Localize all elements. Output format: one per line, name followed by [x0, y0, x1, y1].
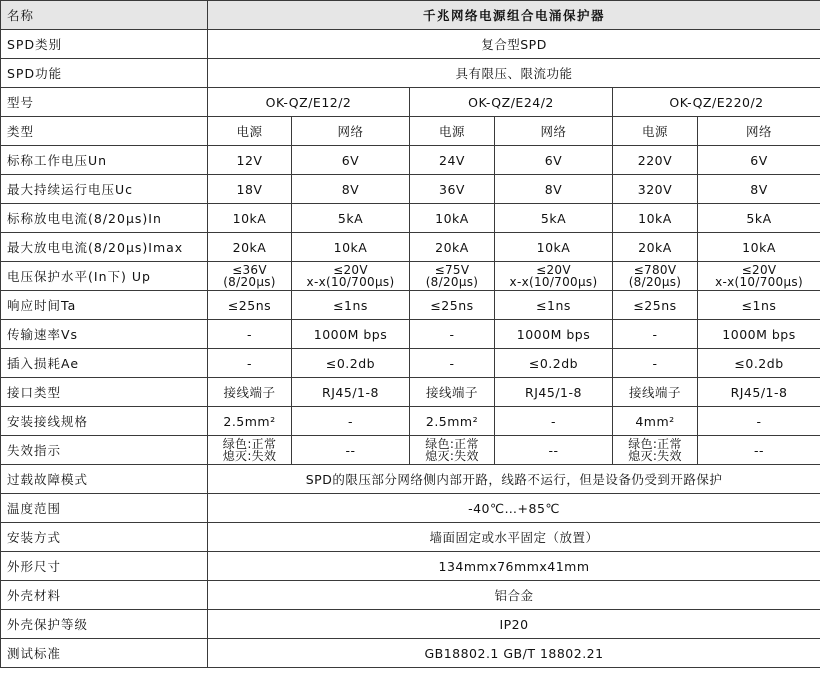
- spd-function-row: [1, 59, 820, 88]
- table-cell: 网络: [495, 117, 613, 146]
- header-row: [1, 1, 820, 30]
- table-cell: 5kA: [292, 204, 410, 233]
- table-cell: 6V: [698, 146, 820, 175]
- table-cell: -: [613, 320, 698, 349]
- table-cell: --: [698, 436, 820, 465]
- table-cell: 8V: [698, 175, 820, 204]
- table-cell: [410, 262, 495, 291]
- table-cell: [208, 436, 292, 465]
- table-cell: -: [698, 407, 820, 436]
- table-cell: 24V: [410, 146, 495, 175]
- table-cell: 接线端子: [613, 378, 698, 407]
- table-cell: RJ45/1-8: [292, 378, 410, 407]
- table-cell: --: [292, 436, 410, 465]
- table-cell: RJ45/1-8: [495, 378, 613, 407]
- row-label: 最大持续运行电压Uc: [1, 175, 208, 204]
- table-cell: 10kA: [410, 204, 495, 233]
- model-value: OK-QZ/E12/2: [208, 88, 410, 117]
- table-cell: ≤0.2db: [698, 349, 820, 378]
- row-label: 外形尺寸: [1, 552, 208, 581]
- row-value: 134mmx76mmx41mm: [208, 552, 820, 581]
- table-cell: ≤0.2db: [495, 349, 613, 378]
- table-cell: 1000M bps: [698, 320, 820, 349]
- cell-line: 绿色:正常: [425, 436, 479, 451]
- table-cell: 18V: [208, 175, 292, 204]
- table-row: [1, 378, 820, 407]
- table-row: [1, 175, 820, 204]
- table-cell: [495, 262, 613, 291]
- table-row: [1, 291, 820, 320]
- cell-line: x-x(10/700μs): [306, 275, 395, 289]
- table-cell: ≤25ns: [410, 291, 495, 320]
- model-value: OK-QZ/E220/2: [613, 88, 820, 117]
- cell-line: (8/20μs): [628, 275, 682, 289]
- table-cell: 10kA: [495, 233, 613, 262]
- row-label: 响应时间Ta: [1, 291, 208, 320]
- row-label: 安装方式: [1, 523, 208, 552]
- table-cell: RJ45/1-8: [698, 378, 820, 407]
- table-cell: 20kA: [208, 233, 292, 262]
- cell-line: 绿色:正常: [222, 436, 277, 451]
- table-cell: -: [208, 349, 292, 378]
- table-cell: -: [410, 320, 495, 349]
- table-cell: [698, 262, 820, 291]
- table-row: [1, 407, 820, 436]
- table-cell: 电源: [613, 117, 698, 146]
- table-cell: ≤1ns: [292, 291, 410, 320]
- table-cell: 电源: [208, 117, 292, 146]
- row-label: 传输速率Vs: [1, 320, 208, 349]
- table-cell: 36V: [410, 175, 495, 204]
- table-row: [1, 639, 820, 668]
- cell-line: 熄灭:失效: [222, 449, 277, 463]
- table-cell: [410, 436, 495, 465]
- table-row: [1, 523, 820, 552]
- cell-line: ≤20V: [333, 262, 368, 277]
- cell-line: ≤20V: [536, 262, 571, 277]
- cell-line: x-x(10/700μs): [509, 275, 598, 289]
- row-value: -40℃…+85℃: [208, 494, 820, 523]
- table-cell: 电源: [410, 117, 495, 146]
- row-value: IP20: [208, 610, 820, 639]
- row-label: 过载故障模式: [1, 465, 208, 494]
- table-cell: [208, 262, 292, 291]
- table-row: [1, 494, 820, 523]
- table-cell: ≤25ns: [613, 291, 698, 320]
- table-cell: 20kA: [410, 233, 495, 262]
- table-cell: 网络: [698, 117, 820, 146]
- table-cell: 5kA: [495, 204, 613, 233]
- row-label: 安装接线规格: [1, 407, 208, 436]
- table-cell: 8V: [292, 175, 410, 204]
- row-label: 类型: [1, 117, 208, 146]
- table-row: [1, 262, 820, 291]
- table-row: [1, 436, 820, 465]
- table-cell: 20kA: [613, 233, 698, 262]
- table-cell: 网络: [292, 117, 410, 146]
- table-row: [1, 146, 820, 175]
- table-cell: ≤1ns: [495, 291, 613, 320]
- cell-line: ≤780V: [633, 262, 677, 277]
- cell-line: 熄灭:失效: [425, 449, 479, 463]
- table-cell: 8V: [495, 175, 613, 204]
- table-cell: 320V: [613, 175, 698, 204]
- table-title: 千兆网络电源组合电涌保护器: [208, 1, 820, 30]
- model-row: [1, 88, 820, 117]
- table-row: [1, 117, 820, 146]
- table-cell: -: [495, 407, 613, 436]
- table-cell: 10kA: [208, 204, 292, 233]
- table-row: [1, 610, 820, 639]
- table-cell: ≤25ns: [208, 291, 292, 320]
- model-label: 型号: [1, 88, 208, 117]
- table-row: [1, 465, 820, 494]
- row-label: 外壳保护等级: [1, 610, 208, 639]
- table-cell: 1000M bps: [292, 320, 410, 349]
- table-cell: 6V: [495, 146, 613, 175]
- row-value: 铝合金: [208, 581, 820, 610]
- table-cell: 接线端子: [410, 378, 495, 407]
- model-value: OK-QZ/E24/2: [410, 88, 613, 117]
- table-row: [1, 320, 820, 349]
- row-label: 接口类型: [1, 378, 208, 407]
- table-row: [1, 233, 820, 262]
- table-cell: 接线端子: [208, 378, 292, 407]
- row-label: 插入损耗Ae: [1, 349, 208, 378]
- table-cell: 10kA: [292, 233, 410, 262]
- table-row: [1, 581, 820, 610]
- table-cell: -: [613, 349, 698, 378]
- table-cell: 12V: [208, 146, 292, 175]
- table-cell: --: [495, 436, 613, 465]
- cell-line: x-x(10/700μs): [715, 275, 803, 289]
- cell-line: ≤75V: [434, 262, 470, 277]
- row-label: 外壳材料: [1, 581, 208, 610]
- row-label: 标称工作电压Un: [1, 146, 208, 175]
- table-cell: 1000M bps: [495, 320, 613, 349]
- cell-line: (8/20μs): [425, 275, 479, 289]
- row-value: SPD的限压部分网络侧内部开路，线路不运行，但是设备仍受到开路保护: [208, 465, 820, 494]
- row-label: 标称放电电流(8/20μs)In: [1, 204, 208, 233]
- table-cell: 4mm²: [613, 407, 698, 436]
- cell-line: 绿色:正常: [628, 436, 682, 451]
- table-cell: 10kA: [698, 233, 820, 262]
- row-label: 最大放电电流(8/20μs)Imax: [1, 233, 208, 262]
- table-cell: -: [410, 349, 495, 378]
- row-label: 温度范围: [1, 494, 208, 523]
- row-value: 墙面固定或水平固定（放置）: [208, 523, 820, 552]
- table-cell: 5kA: [698, 204, 820, 233]
- row-label: 电压保护水平(In下) Up: [1, 262, 208, 291]
- spd-function-label: SPD功能: [1, 59, 208, 88]
- spd-type-value: 复合型SPD: [208, 30, 820, 59]
- table-cell: ≤0.2db: [292, 349, 410, 378]
- header-label: 名称: [1, 1, 208, 30]
- cell-line: (8/20μs): [223, 275, 276, 289]
- table-cell: ≤1ns: [698, 291, 820, 320]
- spd-type-label: SPD类别: [1, 30, 208, 59]
- row-value: GB18802.1 GB/T 18802.21: [208, 639, 820, 668]
- spd-function-value: 具有限压、限流功能: [208, 59, 820, 88]
- cell-line: ≤36V: [232, 262, 267, 277]
- table-cell: 6V: [292, 146, 410, 175]
- table-cell: 2.5mm²: [208, 407, 292, 436]
- table-cell: [292, 262, 410, 291]
- row-label: 失效指示: [1, 436, 208, 465]
- cell-line: ≤20V: [741, 262, 777, 277]
- table-cell: -: [208, 320, 292, 349]
- table-cell: -: [292, 407, 410, 436]
- table-row: [1, 349, 820, 378]
- table-row: [1, 204, 820, 233]
- row-label: 测试标准: [1, 639, 208, 668]
- spd-type-row: [1, 30, 820, 59]
- cell-line: 熄灭:失效: [628, 449, 682, 463]
- table-row: [1, 552, 820, 581]
- table-cell: 220V: [613, 146, 698, 175]
- table-cell: 2.5mm²: [410, 407, 495, 436]
- table-cell: [613, 436, 698, 465]
- table-cell: 10kA: [613, 204, 698, 233]
- table-cell: [613, 262, 698, 291]
